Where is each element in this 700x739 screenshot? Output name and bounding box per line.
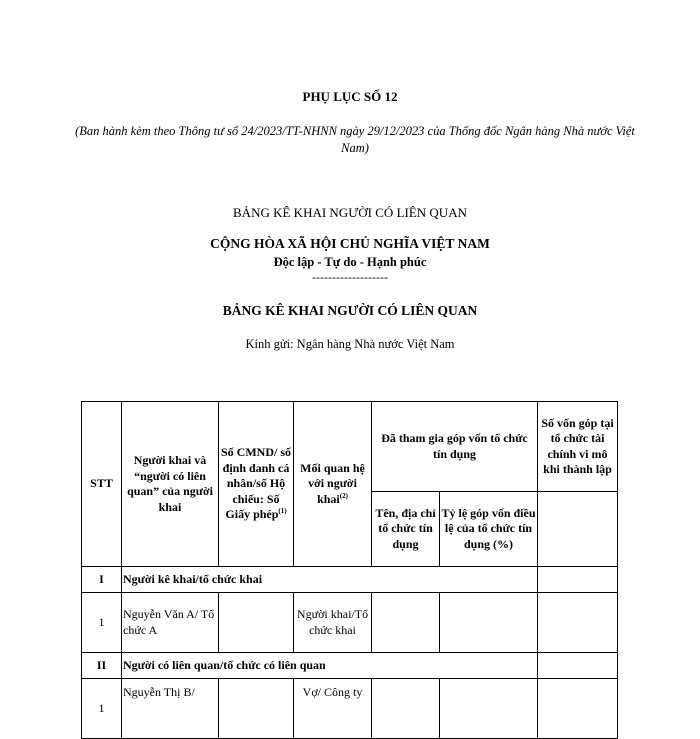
section-row bbox=[82, 653, 618, 679]
row-relation: Vợ/ Công ty bbox=[294, 679, 372, 739]
form-title: BẢNG KÊ KHAI NGƯỜI CÓ LIÊN QUAN bbox=[233, 205, 467, 220]
table-cell bbox=[372, 593, 440, 653]
table-cell bbox=[440, 593, 538, 653]
table-cell bbox=[219, 679, 294, 739]
section-number: II bbox=[82, 653, 122, 679]
header-capital-empty bbox=[538, 492, 618, 567]
header-id-text: Số CMND/ số định danh cá nhân/số Hộ chiếu: Số Giấy phép bbox=[220, 445, 291, 522]
row-number: 1 bbox=[82, 593, 122, 653]
nation-name: CỘNG HÒA XÃ HỘI CHỦ NGHĨA VIỆT NAM bbox=[210, 236, 490, 251]
section-number: I bbox=[82, 567, 122, 593]
header-capital: Số vốn góp tại tổ chức tài chính vi mô khi thành lập bbox=[538, 402, 618, 492]
header-id-number bbox=[219, 402, 294, 567]
table-cell bbox=[440, 679, 538, 739]
section-row bbox=[82, 567, 618, 593]
header-name-address: Tên, địa chỉ tổ chức tín dụng bbox=[372, 492, 440, 567]
national-motto: Độc lập - Tự do - Hạnh phúc bbox=[273, 255, 427, 269]
table-cell bbox=[372, 679, 440, 739]
header-row-1 bbox=[82, 402, 618, 492]
row-name: Nguyễn Thị B/ bbox=[122, 679, 219, 739]
table-cell bbox=[538, 567, 618, 593]
recipient-line: Kính gửi: Ngân hàng Nhà nước Việt Nam bbox=[245, 337, 455, 351]
footnote-2: (2) bbox=[339, 491, 348, 500]
form-heading: BẢNG KÊ KHAI NGƯỜI CÓ LIÊN QUAN bbox=[222, 303, 478, 318]
table-cell bbox=[538, 593, 618, 653]
header-declarant: Người khai và “người có liên quan” của người khai bbox=[122, 402, 219, 567]
section-title: Người có liên quan/tổ chức có liên quan bbox=[122, 653, 538, 679]
row-relation: Người khai/Tổ chức khai bbox=[294, 593, 372, 653]
row-name: Nguyễn Văn A/ Tổ chức A bbox=[122, 593, 219, 653]
header-contribution: Đã tham gia góp vốn tổ chức tín dụng bbox=[372, 402, 538, 492]
header-relation bbox=[294, 402, 372, 567]
table-cell bbox=[538, 653, 618, 679]
footnote-1: (1) bbox=[278, 507, 287, 516]
row-number: 1 bbox=[82, 679, 122, 739]
table-row bbox=[82, 679, 618, 739]
separator-line: ------------------- bbox=[312, 270, 388, 284]
table-row bbox=[82, 593, 618, 653]
table-cell bbox=[538, 679, 618, 739]
table-cell bbox=[219, 593, 294, 653]
header-ratio: Tỷ lệ góp vốn điều lệ của tổ chức tín dụng (%) bbox=[440, 492, 538, 567]
appendix-title: PHỤ LỤC SỐ 12 bbox=[302, 89, 398, 104]
issued-note: (Ban hành kèm theo Thông tư số 24/2023/TT-NHNN ngày 29/12/2023 của Thống đốc Ngân hàng Nhà nước Việt Nam) bbox=[75, 124, 635, 155]
header-stt: STT bbox=[82, 402, 122, 567]
header-relation-text: Mối quan hệ với người khai bbox=[300, 460, 365, 506]
declaration-table bbox=[81, 401, 618, 739]
section-title: Người kê khai/tổ chức khai bbox=[122, 567, 538, 593]
